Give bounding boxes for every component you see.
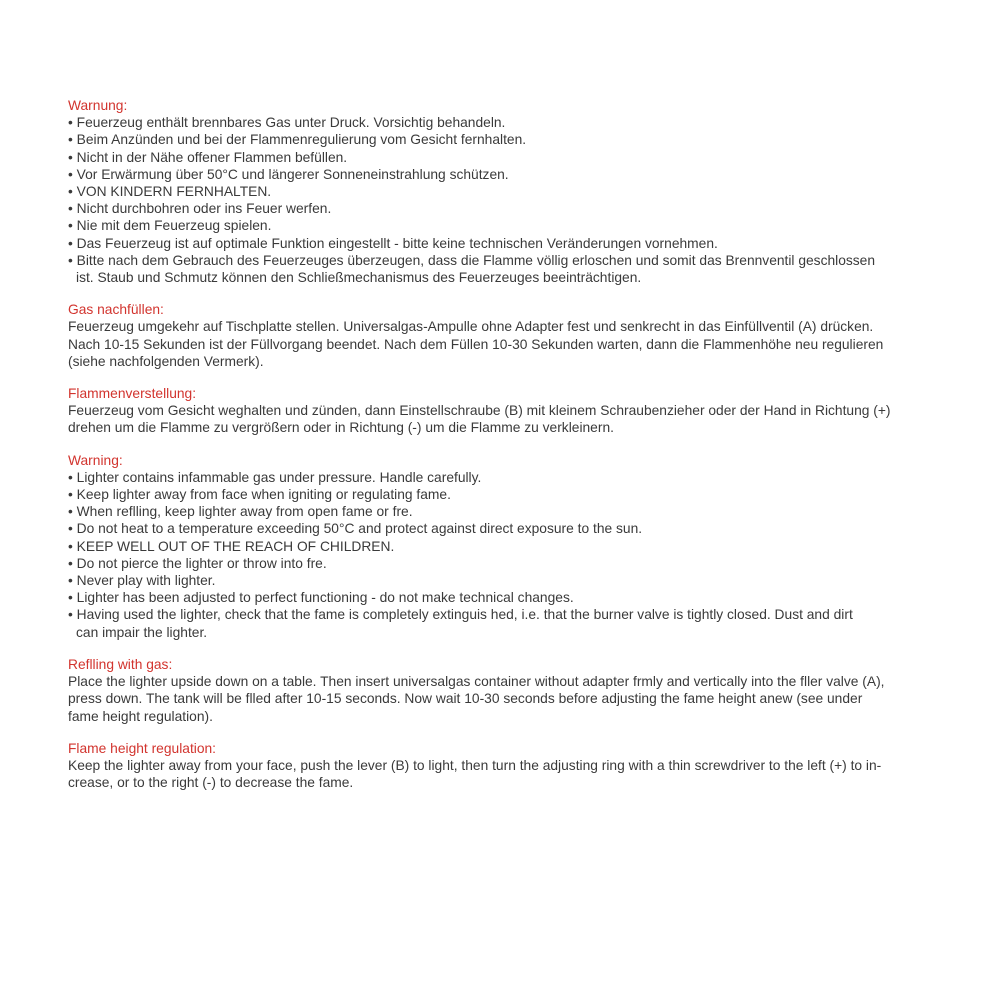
warning-en-line: • Do not heat to a temperature exceeding 50°C and protect against direct exposure to the sun. <box>68 521 643 537</box>
warnung-de-line: • VON KINDERN FERNHALTEN. <box>68 184 272 200</box>
warning-en-line: • KEEP WELL OUT OF THE REACH OF CHILDREN. <box>68 538 395 554</box>
section-gas-nachfuellen <box>68 301 948 370</box>
warnung-de-line: • Beim Anzünden und bei der Flammenregulierung vom Gesicht fernhalten. <box>68 132 527 148</box>
refilling-line: Place the lighter upside down on a table. Then insert universalgas container without adapter frmly and vertically into the fller valve (A), <box>68 674 885 690</box>
warning-en-line: • Lighter contains infammable gas under pressure. Handle carefully. <box>68 469 482 485</box>
warnung-de-line: • Feuerzeug enthält brennbares Gas unter Druck. Vorsichtig behandeln. <box>68 115 506 131</box>
warning-en-line-continuation: can impair the lighter. <box>76 624 208 640</box>
warnung-de-line: • Nie mit dem Feuerzeug spielen. <box>68 218 272 234</box>
warnung-de-line: • Bitte nach dem Gebrauch des Feuerzeuges überzeugen, dass die Flamme völlig erloschen und somit das Brennventil geschlossen <box>68 252 876 268</box>
section-heading-flame-height-regulation: Flame height regulation: <box>68 740 217 756</box>
refilling-line: press down. The tank will be flled after 10-15 seconds. Now wait 10-30 seconds before adjusting the fame height anew (see under <box>68 691 863 707</box>
warnung-de-line: • Das Feuerzeug ist auf optimale Funktion eingestellt - bitte keine technischen Veränderungen vornehmen. <box>68 235 718 251</box>
section-warnung-de <box>68 97 948 286</box>
warning-en-line: • Do not pierce the lighter or throw into fre. <box>68 555 327 571</box>
flame-height-line: Keep the lighter away from your face, push the lever (B) to light, then turn the adjusting ring with a thin screwdriver to the left (+) to in- <box>68 757 882 773</box>
warnung-de-line-continuation: ist. Staub und Schmutz können den Schließmechanismus des Feuerzeuges beeinträchtigen. <box>76 270 642 286</box>
section-refilling-with-gas <box>68 656 948 725</box>
warnung-de-line: • Vor Erwärmung über 50°C und längerer Sonneneinstrahlung schützen. <box>68 166 509 182</box>
gas-nachfuellen-line: Nach 10-15 Sekunden ist der Füllvorgang beendet. Nach dem Füllen 10-30 Sekunden warten, dann die Flammenhöhe neu regulieren <box>68 336 884 352</box>
warning-en-line: • Never play with lighter. <box>68 573 216 589</box>
instruction-text-block <box>68 97 948 791</box>
warning-en-line: • Having used the lighter, check that the fame is completely extinguis hed, i.e. that the burner valve is tightly closed. Dust and dirt <box>68 607 853 623</box>
warnung-de-line: • Nicht durchbohren oder ins Feuer werfen. <box>68 201 332 217</box>
warning-en-line: • Keep lighter away from face when igniting or regulating fame. <box>68 487 451 503</box>
section-flammenverstellung <box>68 385 948 437</box>
flame-height-line: crease, or to the right (-) to decrease the fame. <box>68 775 354 791</box>
refilling-line: fame height regulation). <box>68 708 213 724</box>
section-heading-warning-en: Warning: <box>68 452 123 468</box>
section-warning-en <box>68 452 948 641</box>
gas-nachfuellen-line: (siehe nachfolgenden Vermerk). <box>68 353 264 369</box>
section-heading-refilling-with-gas: Reflling with gas: <box>68 656 173 672</box>
section-heading-flammenverstellung: Flammenverstellung: <box>68 386 197 402</box>
warning-en-line: • When reflling, keep lighter away from open fame or fre. <box>68 504 413 520</box>
warning-en-line: • Lighter has been adjusted to perfect functioning - do not make technical changes. <box>68 590 574 606</box>
section-heading-gas-nachfuellen: Gas nachfüllen: <box>68 302 164 318</box>
section-heading-warnung-de: Warnung: <box>68 98 128 113</box>
warnung-de-line: • Nicht in der Nähe offener Flammen befüllen. <box>68 149 348 165</box>
flammenverstellung-line: Feuerzeug vom Gesicht weghalten und zünden, dann Einstellschraube (B) mit kleinem Schraubenzieher oder der Hand in Richtung (+) <box>68 403 891 419</box>
flammenverstellung-line: drehen um die Flamme zu vergrößern oder in Richtung (-) um die Flamme zu verkleinern. <box>68 420 614 436</box>
section-flame-height-regulation <box>68 740 948 792</box>
gas-nachfuellen-line: Feuerzeug umgekehr auf Tischplatte stellen. Universalgas-Ampulle ohne Adapter fest und senkrecht in das Einfüllventil (A) drücken. <box>68 319 874 335</box>
